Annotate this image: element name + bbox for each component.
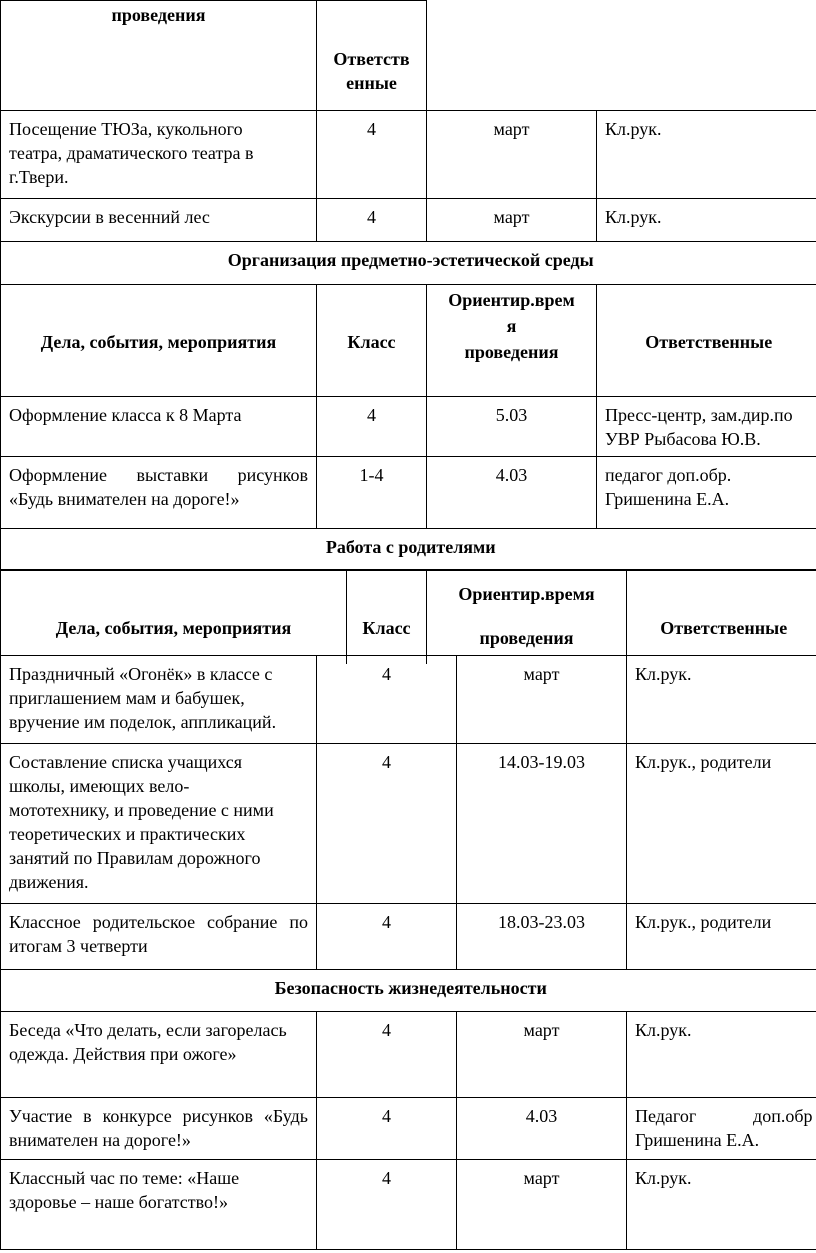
header-class: Класс	[347, 570, 427, 665]
class-cell: 4	[317, 1160, 457, 1250]
section-title: Организация предметно-эстетической среды	[1, 242, 816, 285]
header-time-line: проведения	[464, 342, 559, 362]
table-row	[1, 111, 816, 199]
header-responsible-line: Ответств	[333, 49, 410, 69]
event-line: здоровье – наше богатство!»	[9, 1192, 228, 1212]
event-line: Участие в конкурсе рисунков «Будь	[9, 1106, 308, 1126]
class-cell: 4	[317, 1098, 457, 1160]
event-line: внимателен на дороге!»	[9, 1130, 191, 1150]
header-time-line: Ориентир.время	[458, 584, 595, 604]
header-row	[1, 570, 816, 665]
event-cell	[1, 744, 317, 904]
header-time-line: проведения	[479, 628, 574, 648]
time-cell: март	[427, 199, 597, 242]
class-cell: 4	[317, 397, 427, 457]
header-responsible-line: енные	[346, 73, 397, 93]
event-cell	[1, 1012, 317, 1098]
event-line: Посещение ТЮЗа, кукольного	[9, 119, 243, 139]
responsible-cell: Кл.рук.	[597, 111, 816, 199]
time-cell: март	[457, 1012, 627, 1098]
responsible-cell: Кл.рук.	[627, 1012, 816, 1098]
header-row	[1, 285, 816, 397]
section-title-row	[1, 970, 816, 1012]
class-cell: 4	[317, 111, 427, 199]
section-title-row	[1, 242, 816, 285]
header-time	[427, 570, 627, 665]
responsible-line: Педагог доп.обр	[635, 1106, 813, 1126]
header-time-label: проведения	[111, 5, 206, 25]
responsible-cell	[627, 1098, 816, 1160]
event-cell: Экскурсии в весенний лес	[1, 199, 317, 242]
event-line: теоретических и практических	[9, 824, 246, 844]
section-aesthetic-environment	[0, 284, 816, 571]
table-row	[1, 656, 816, 744]
responsible-line: Гришенина Е.А.	[635, 1130, 760, 1150]
event-cell	[1, 904, 317, 970]
responsible-cell: Кл.рук.	[627, 1160, 816, 1250]
section-parents	[0, 569, 816, 664]
time-cell: 5.03	[427, 397, 597, 457]
header-responsible: Ответственные	[597, 285, 816, 397]
event-cell	[1, 111, 317, 199]
event-line: движения.	[9, 872, 89, 892]
table-row	[1, 1160, 816, 1250]
responsible-line: Гришенина Е.А.	[605, 489, 730, 509]
event-line: одежда. Действия при ожоге»	[9, 1044, 237, 1064]
responsible-cell: Кл.рук.	[597, 199, 816, 242]
header-time	[427, 285, 597, 397]
event-line: «Будь внимателен на дороге!»	[9, 489, 240, 509]
event-line: занятий по Правилам дорожного	[9, 848, 261, 868]
responsible-line: педагог доп.обр.	[605, 465, 732, 485]
class-cell: 4	[317, 199, 427, 242]
table-row	[1, 1012, 816, 1098]
time-cell: 4.03	[427, 457, 597, 529]
class-cell: 4	[317, 904, 457, 970]
responsible-cell: Кл.рук.	[627, 656, 816, 744]
section-title: Работа с родителями	[1, 529, 816, 571]
table-row	[1, 199, 816, 242]
header-time-line: я	[506, 316, 517, 336]
event-cell	[1, 1160, 317, 1250]
header-event: Дела, события, мероприятия	[1, 570, 347, 665]
event-line: Оформление выставки рисунков	[9, 465, 308, 485]
table-row	[1, 397, 816, 457]
event-cell	[1, 1098, 317, 1160]
event-line: Праздничный «Огонёк» в классе с	[9, 664, 273, 684]
event-line: г.Твери.	[9, 167, 69, 187]
event-line: мототехнику, и проведение с ними	[9, 800, 274, 820]
event-line: школы, имеющих вело-	[9, 776, 190, 796]
top-header-fragment	[0, 0, 427, 111]
event-line: Классный час по теме: «Наше	[9, 1168, 240, 1188]
header-class: Класс	[317, 285, 427, 397]
class-cell: 4	[317, 744, 457, 904]
header-cell-responsible	[317, 1, 427, 111]
time-cell: 4.03	[457, 1098, 627, 1160]
section-title: Безопасность жизнедеятельности	[1, 970, 816, 1012]
event-line: Классное родительское собрание по	[9, 912, 308, 932]
header-responsible: Ответственные	[627, 570, 816, 665]
time-cell: 14.03-19.03	[457, 744, 627, 904]
table-row	[1, 904, 816, 970]
time-cell: март	[457, 1160, 627, 1250]
event-line: вручение им поделок, аппликаций.	[9, 712, 277, 732]
table-row	[1, 744, 816, 904]
responsible-cell: Кл.рук., родители	[627, 904, 816, 970]
event-line: приглашением мам и бабушек,	[9, 688, 245, 708]
table-row	[1, 1098, 816, 1160]
section-safety	[0, 1011, 816, 1250]
section-excursions	[0, 110, 816, 285]
event-cell	[1, 457, 317, 529]
event-line: Беседа «Что делать, если загорелась	[9, 1020, 287, 1040]
header-time-line: Ориентир.врем	[448, 290, 575, 310]
event-cell	[1, 656, 317, 744]
event-line: итогам 3 четверти	[9, 936, 148, 956]
class-cell: 1-4	[317, 457, 427, 529]
event-line: Составление списка учащихся	[9, 752, 242, 772]
responsible-cell	[597, 457, 816, 529]
time-cell: март	[427, 111, 597, 199]
time-cell: 18.03-23.03	[457, 904, 627, 970]
section-title-row	[1, 529, 816, 571]
responsible-line: Пресс-центр, зам.дир.по	[605, 405, 793, 425]
class-cell: 4	[317, 1012, 457, 1098]
responsible-cell	[597, 397, 816, 457]
class-cell: 4	[317, 656, 457, 744]
responsible-line: УВР Рыбасова Ю.В.	[605, 429, 761, 449]
event-cell: Оформление класса к 8 Марта	[1, 397, 317, 457]
table-row	[1, 457, 816, 529]
header-cell-time	[1, 1, 317, 111]
responsible-cell: Кл.рук., родители	[627, 744, 816, 904]
header-event: Дела, события, мероприятия	[1, 285, 317, 397]
time-cell: март	[457, 656, 627, 744]
event-line: театра, драматического театра в	[9, 143, 254, 163]
section-parents-body	[0, 655, 816, 1012]
